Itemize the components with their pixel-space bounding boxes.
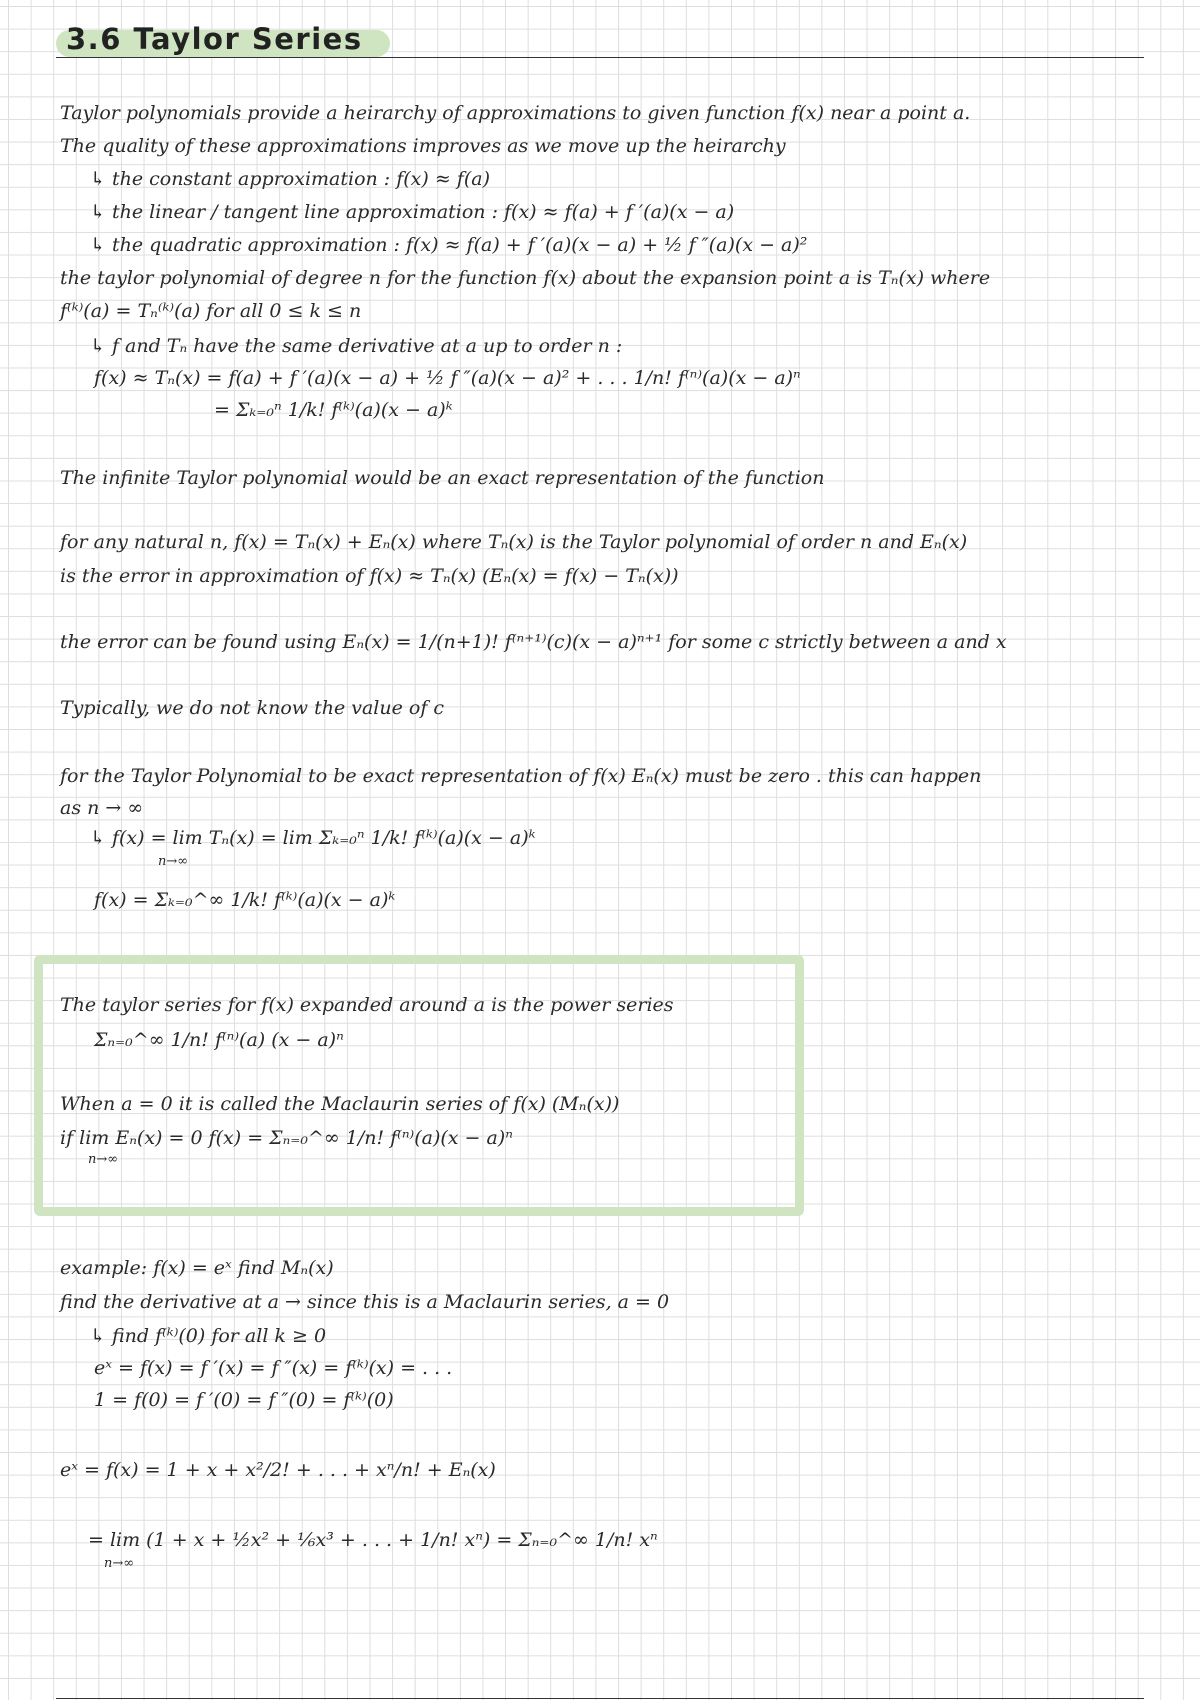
intro-line: The quality of these approximations improves as we move up the heirarchy: [60, 135, 786, 157]
footer-rule: [56, 1698, 1144, 1699]
box-definition: The taylor series for f(x) expanded around a is the power series: [60, 994, 674, 1016]
error-note: Typically, we do not know the value of c: [60, 697, 445, 719]
example-limit-subscript: n→∞: [104, 1556, 135, 1571]
bullet-quadratic: ↳ the quadratic approximation : f(x) ≈ f(a) + f ′(a)(x − a) + ½ f ″(a)(x − a)²: [90, 234, 808, 256]
page-title: 3.6 Taylor Series: [66, 22, 363, 56]
bullet-linear: ↳ the linear / tangent line approximation : f(x) ≈ f(a) + f ′(a)(x − a): [90, 201, 735, 223]
example-title: example: f(x) = eˣ find Mₙ(x): [60, 1257, 334, 1279]
error-definition-cont: is the error in approximation of f(x) ≈ Tₙ(x) (Eₙ(x) = f(x) − Tₙ(x)): [60, 565, 679, 587]
header-rule: [56, 57, 1144, 58]
error-definition: for any natural n, f(x) = Tₙ(x) + Eₙ(x) where Tₙ(x) is the Taylor polynomial of order n and Eₙ(x): [60, 531, 968, 553]
bullet-derivative: ↳ f and Tₙ have the same derivative at a up to order n :: [90, 335, 623, 357]
limit-condition-cont: as n → ∞: [60, 797, 144, 819]
intro-line: Taylor polynomials provide a heirarchy of approximations to given function f(x) near a point a.: [60, 102, 971, 124]
limit-formula: ↳ f(x) = lim Tₙ(x) = lim Σₖ₌₀ⁿ 1/k! f⁽ᵏ⁾(a)(x − a)ᵏ: [90, 827, 536, 849]
error-formula: the error can be found using Eₙ(x) = 1/(n+1)! f⁽ⁿ⁺¹⁾(c)(x − a)ⁿ⁺¹ for some c strictly between a and x: [60, 631, 1007, 653]
box-maclaurin: When a = 0 it is called the Maclaurin series of f(x) (Mₙ(x)): [60, 1093, 620, 1115]
infinite-sum-formula: f(x) = Σₖ₌₀^∞ 1/k! f⁽ᵏ⁾(a)(x − a)ᵏ: [94, 889, 396, 911]
box-limit-subscript: n→∞: [88, 1152, 119, 1167]
example-derivatives: eˣ = f(x) = f ′(x) = f ″(x) = f⁽ᵏ⁾(x) = . . .: [94, 1357, 453, 1379]
taylor-polynomial-sum: = Σₖ₌₀ⁿ 1/k! f⁽ᵏ⁾(a)(x − a)ᵏ: [214, 399, 453, 421]
definition-condition: f⁽ᵏ⁾(a) = Tₙ⁽ᵏ⁾(a) for all 0 ≤ k ≤ n: [60, 300, 362, 322]
bullet-constant: ↳ the constant approximation : f(x) ≈ f(a): [90, 168, 490, 190]
taylor-polynomial-expansion: f(x) ≈ Tₙ(x) = f(a) + f ′(a)(x − a) + ½ f ″(a)(x − a)² + . . . 1/n! f⁽ⁿ⁾(a)(x − a)ⁿ: [94, 367, 801, 389]
example-expansion: eˣ = f(x) = 1 + x + x²/2! + . . . + xⁿ/n! + Eₙ(x): [60, 1459, 496, 1481]
exact-representation: The infinite Taylor polynomial would be an exact representation of the function: [60, 467, 825, 489]
limit-subscript: n→∞: [158, 854, 189, 869]
box-power-series: Σₙ₌₀^∞ 1/n! f⁽ⁿ⁾(a) (x − a)ⁿ: [94, 1029, 344, 1051]
example-values: 1 = f(0) = f ′(0) = f ″(0) = f⁽ᵏ⁾(0): [94, 1389, 394, 1411]
example-bullet: ↳ find f⁽ᵏ⁾(0) for all k ≥ 0: [90, 1325, 327, 1347]
definition-line: the taylor polynomial of degree n for the function f(x) about the expansion point a is Tₙ(x) where: [60, 267, 991, 289]
limit-condition: for the Taylor Polynomial to be exact representation of f(x) Eₙ(x) must be zero . this can happen: [60, 765, 982, 787]
example-limit-sum: = lim (1 + x + ½x² + ⅙x³ + . . . + 1/n! xⁿ) = Σₙ₌₀^∞ 1/n! xⁿ: [88, 1529, 658, 1551]
box-convergence: if lim Eₙ(x) = 0 f(x) = Σₙ₌₀^∞ 1/n! f⁽ⁿ⁾(a)(x − a)ⁿ: [60, 1127, 513, 1149]
example-step: find the derivative at a → since this is a Maclaurin series, a = 0: [60, 1291, 670, 1313]
